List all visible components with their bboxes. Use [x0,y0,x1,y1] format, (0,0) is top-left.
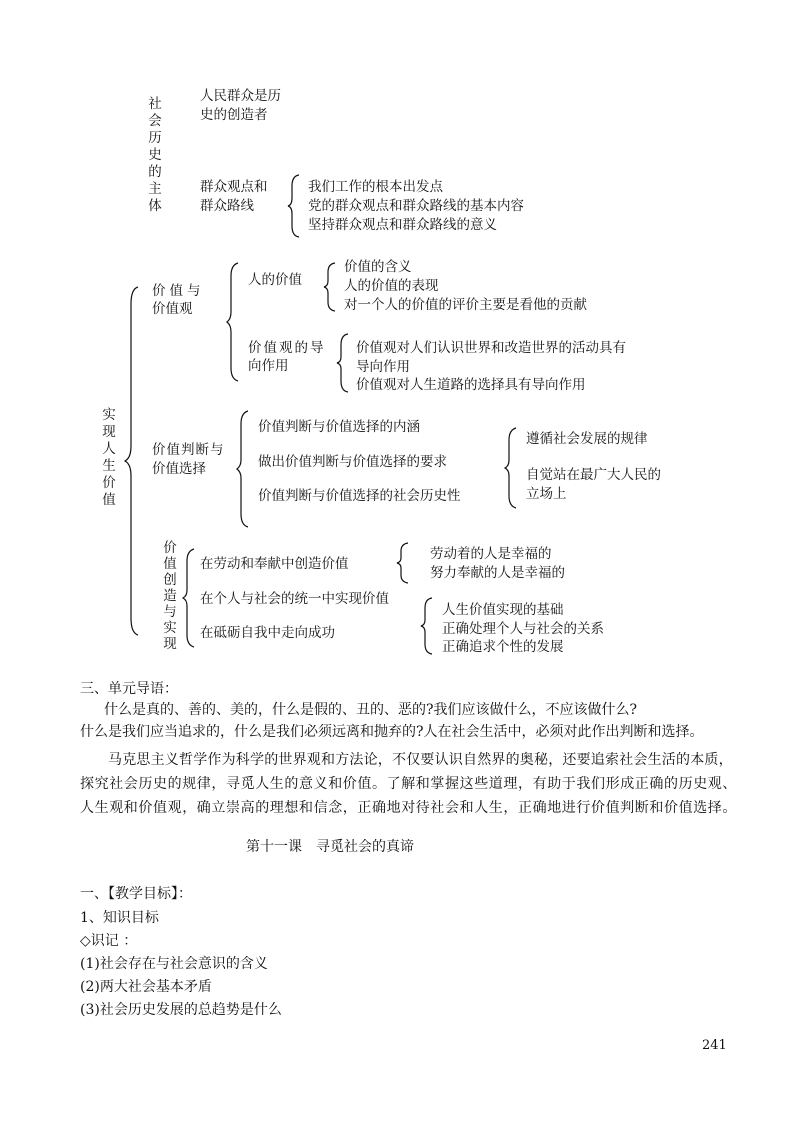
memorize-heading: ◇识记 ： [80,933,138,949]
realize-value-main-brace [124,286,140,636]
mass-view-child-1: 我们工作的根本出发点 [308,179,443,195]
value-guide-line1: 价值观的导 [248,340,326,356]
judgment-item-3: 价值判断与价值选择的社会历史性 [258,488,461,504]
mass-view-brace [287,174,301,238]
judgment-item-1: 价值判断与价值选择的内涵 [258,419,420,435]
people-creator-line2: 史的创造者 [200,107,268,123]
section3-para1-cont: 什么是我们应当追求的，什么是我们必须远离和抛弃的?人在社会生活中，必须对此作出判断和选择。 [80,724,704,740]
mass-view-line2: 群众路线 [200,198,254,214]
human-value-label: 人的价值 [248,272,302,288]
human-value-brace [323,262,337,312]
labor-child-2: 努力奉献的人是幸福的 [430,565,565,581]
value-and-view-line2: 价值观 [152,301,193,317]
memorize-item-2: (2)两大社会基本矛盾 [80,979,212,995]
creation-vertical-label: 价值创造与实现 [163,540,177,652]
requirement-3: 立场上 [526,486,567,502]
unity-child-3: 正确追求个性的发展 [442,639,564,655]
value-guide-line2: 向作用 [248,358,289,374]
value-guide-child-1: 价值观对人们认识世界和改造世界的活动具有 [356,340,626,356]
section3-para2-line3: 人生观和价值观，确立崇高的理想和信念，正确地对待社会和人生，正确地进行价值判断和价值选择。 [80,800,737,816]
lesson-title: 第十一课 寻觅社会的真谛 [246,839,414,855]
requirements-brace [504,427,518,509]
realize-value-vertical-label: 实现人生价值 [102,407,116,508]
unity-brace [420,597,434,655]
people-creator-line1: 人民群众是历 [200,88,281,104]
requirement-2: 自觉站在最广大人民的 [526,467,661,483]
mass-view-line1: 群众观点和 [200,179,268,195]
memorize-item-1: (1)社会存在与社会意识的含义 [80,956,268,972]
value-guide-brace [336,333,350,393]
creation-item-1: 在劳动和奉献中创造价值 [200,556,349,572]
section3-para1: 什么是真的、善的、美的，什么是假的、丑的、恶的?我们应该做什么，不应该做什么? [104,702,638,718]
knowledge-goal-heading: 1、知识目标 [80,910,159,926]
value-and-view-brace [226,262,240,382]
page-number: 241 [702,1038,727,1053]
value-guide-child-2: 导向作用 [356,359,410,375]
section3-para2-line1: 马克思主义哲学作为科学的世界观和方法论，不仅要认识自然界的奥秘，还要追索社会生活的本质， [108,752,733,768]
judgment-brace [236,410,250,528]
creation-item-3: 在砥砺自我中走向成功 [200,625,335,641]
value-guide-child-3: 价值观对人生道路的选择具有导向作用 [356,377,586,393]
judgment-label-line1: 价值判断与 [152,442,225,458]
unity-child-2: 正确处理个人与社会的关系 [442,621,604,637]
social-subject-vertical-label: 社会历史的主体 [148,96,162,214]
value-and-view-line1: 价值与 [152,283,205,299]
section3-heading: 三、单元导语： [80,681,178,697]
human-value-child-1: 价值的含义 [344,259,412,275]
creation-item-2: 在个人与社会的统一中实现价值 [200,591,389,607]
mass-view-child-2: 党的群众观点和群众路线的基本内容 [308,198,524,214]
human-value-child-2: 人的价值的表现 [344,278,439,294]
section3-para2-line2: 探究社会历史的规律，寻觅人生的意义和价值。了解和掌握这些道理，有助于我们形成正确的历史观、 [80,776,737,792]
creation-brace [182,548,196,648]
teaching-goal-heading: 一、【教学目标】： [80,886,192,902]
judgment-label-line2: 价值选择 [152,461,206,477]
labor-brace [396,542,410,584]
judgment-item-2: 做出价值判断与价值选择的要求 [258,454,447,470]
unity-child-1: 人生价值实现的基础 [442,602,564,618]
memorize-item-3: (3)社会历史发展的总趋势是什么 [80,1002,282,1018]
human-value-child-3: 对一个人的价值的评价主要是看他的贡献 [344,297,587,313]
labor-child-1: 劳动着的人是幸福的 [430,546,552,562]
requirement-1: 遵循社会发展的规律 [526,431,648,447]
mass-view-child-3: 坚持群众观点和群众路线的意义 [308,217,497,233]
